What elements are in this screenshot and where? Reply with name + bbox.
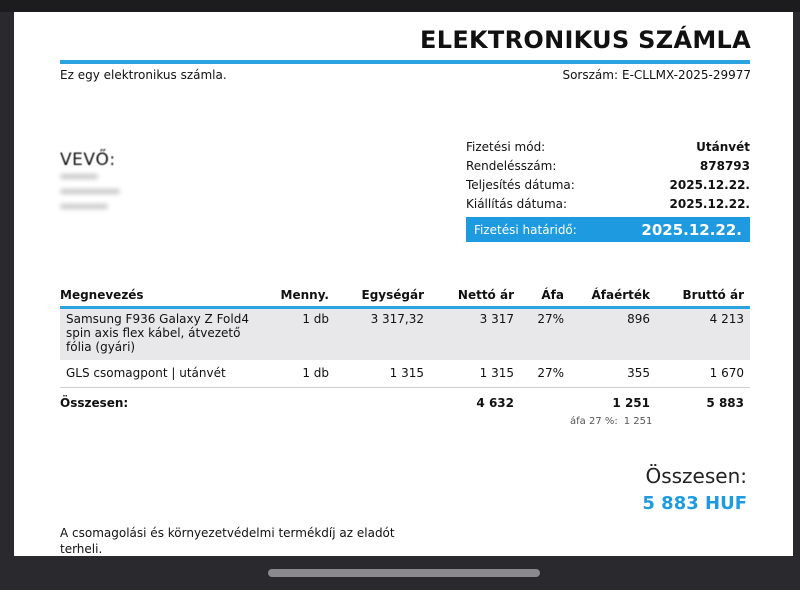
invoice-page xyxy=(14,12,793,556)
total-gross: 5 883 xyxy=(656,388,750,416)
line-items-table xyxy=(60,284,750,416)
total-net: 4 632 xyxy=(430,388,520,416)
col-header-unit-price: Egységár xyxy=(335,284,430,308)
item-qty: 1 db xyxy=(275,308,335,360)
scroll-handle[interactable] xyxy=(268,569,540,577)
buyer-label: VEVŐ: xyxy=(60,150,116,170)
due-label: Fizetési határidő: xyxy=(474,222,577,237)
payment-info-box xyxy=(466,138,750,242)
buyer-details-redacted xyxy=(60,174,130,214)
item-name: GLS csomagpont | utánvét xyxy=(66,365,226,380)
info-row-issue-date xyxy=(466,195,750,214)
item-net: 3 317 xyxy=(430,308,520,360)
total-vat-amount: 1 251 xyxy=(570,388,656,416)
item-unit-price: 1 315 xyxy=(389,365,424,380)
info-value: Utánvét xyxy=(696,140,750,154)
item-vat-rate: 27% xyxy=(520,308,570,360)
table-header-row xyxy=(60,284,750,308)
item-name: Samsung F936 Galaxy Z Fold4 spin axis flex kábel, átvezető fólia (gyári) xyxy=(60,308,275,360)
invoice-title: ELEKTRONIKUS SZÁMLA xyxy=(420,26,751,54)
table-row xyxy=(60,360,750,388)
info-value: 2025.12.22. xyxy=(669,197,750,211)
due-value: 2025.12.22. xyxy=(641,220,742,239)
col-header-vat: Áfa xyxy=(520,284,570,308)
col-header-qty: Menny. xyxy=(275,284,335,308)
table-row xyxy=(60,308,750,360)
info-value: 2025.12.22. xyxy=(669,178,750,192)
serial-number xyxy=(558,68,751,82)
item-net: 1 315 xyxy=(479,365,514,380)
item-qty: 1 db xyxy=(302,365,329,380)
grand-total-label: Összesen: xyxy=(645,464,747,488)
info-row-fulfillment-date xyxy=(466,176,750,195)
col-header-name: Megnevezés xyxy=(60,284,275,308)
vat-note-value: 1 251 xyxy=(623,416,653,427)
info-label: Teljesítés dátuma: xyxy=(466,178,575,192)
table-total-row xyxy=(60,388,750,416)
info-label: Rendelésszám: xyxy=(466,159,557,173)
item-vat-amount: 355 xyxy=(627,365,650,380)
item-unit-price: 3 317,32 xyxy=(335,308,430,360)
info-label: Fizetési mód: xyxy=(466,140,546,154)
info-row-payment-method xyxy=(466,138,750,157)
item-gross: 4 213 xyxy=(656,308,750,360)
item-gross: 1 670 xyxy=(709,365,744,380)
vat-note-label: áfa 27 %: xyxy=(570,416,618,427)
item-vat-amount: 896 xyxy=(570,308,656,360)
serial-label: Sorszám: xyxy=(562,68,618,82)
info-row-order-number xyxy=(466,157,750,176)
col-header-vat-amount: Áfaérték xyxy=(570,284,656,308)
payment-due-banner xyxy=(466,217,750,242)
viewer-top-bar xyxy=(0,0,800,12)
grand-total-value: 5 883 HUF xyxy=(642,493,747,514)
col-header-gross: Bruttó ár xyxy=(656,284,750,308)
info-label: Kiállítás dátuma: xyxy=(466,197,568,211)
item-vat-rate: 27% xyxy=(537,365,564,380)
col-header-net: Nettó ár xyxy=(430,284,520,308)
vat-summary-note xyxy=(564,416,652,427)
title-divider xyxy=(60,60,750,64)
info-value: 878793 xyxy=(699,159,750,173)
invoice-subtitle: Ez egy elektronikus számla. xyxy=(60,68,227,82)
footer-note: A csomagolási és környezetvédelmi termékdíj az eladót terheli. xyxy=(60,526,395,556)
total-label: Összesen: xyxy=(60,388,275,416)
serial-value: E-CLLMX-2025-29977 xyxy=(621,68,751,82)
